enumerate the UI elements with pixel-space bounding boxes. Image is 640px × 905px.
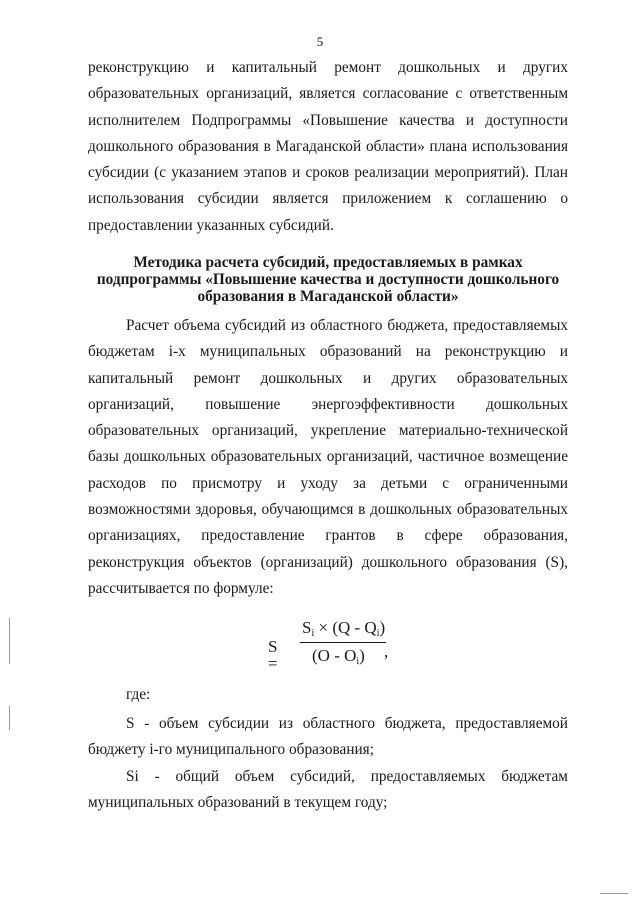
heading-line-2: подпрограммы «Повышение качества и доступности дошкольного [96, 271, 560, 288]
intro-paragraph: реконструкцию и капитальный ремонт дошкольных и других образовательных организаций, является согласование с ответственным исполнителем Подпрограммы «Повышение качества и доступности дошкольного образования в Магаданской области» плана использования субсидии (с указанием этапов и сроков реализации мероприятий). План использования субсидии является приложением к соглашению о предоставлении указанных субсидий. [88, 59, 568, 234]
heading-line-1: Методика расчета субсидий, предоставляемых в рамках [133, 254, 523, 271]
where-label: где: [126, 686, 151, 703]
fraction-bar [300, 642, 386, 643]
formula-comma: , [384, 642, 389, 661]
heading-line-3: образования в Магаданской области» [197, 288, 459, 305]
scan-mark [600, 893, 628, 894]
scan-mark [9, 618, 10, 664]
formula-lhs: S = [268, 637, 278, 673]
section-heading [88, 254, 568, 305]
definition-s: S - объем субсидии из областного бюджета, предоставляемой бюджету i-го муниципального образования; [88, 715, 568, 759]
definition-si: Si - общий объем субсидий, предоставляемых бюджетам муниципальных образований в текущем году; [88, 768, 568, 812]
method-paragraph: Расчет объема субсидий из областного бюджета, предоставляемых бюджетам i-х муниципальных образований на реконструкцию и капитальный ремонт дошкольных и других образовательных организаций, повышение энергоэффективности дошкольных образовательных организаций, укрепление материально-технической базы дошкольных образовательных организаций, частичное возмещение расходов по присмотру и уходу за детьми с ограниченными возможностями здоровья, обучающимся в дошкольных образовательных организациях, предоставление грантов в сфере образования, реконструкция объектов (организаций) дошкольного образования (S), рассчитывается по формуле: [88, 317, 568, 597]
formula-numerator: $S_i \times (Q - Q_i)$ [302, 618, 386, 639]
scan-mark [9, 706, 10, 730]
page-number: 5 [316, 34, 324, 49]
formula-denominator: $(O - O_i)$ [312, 646, 365, 667]
